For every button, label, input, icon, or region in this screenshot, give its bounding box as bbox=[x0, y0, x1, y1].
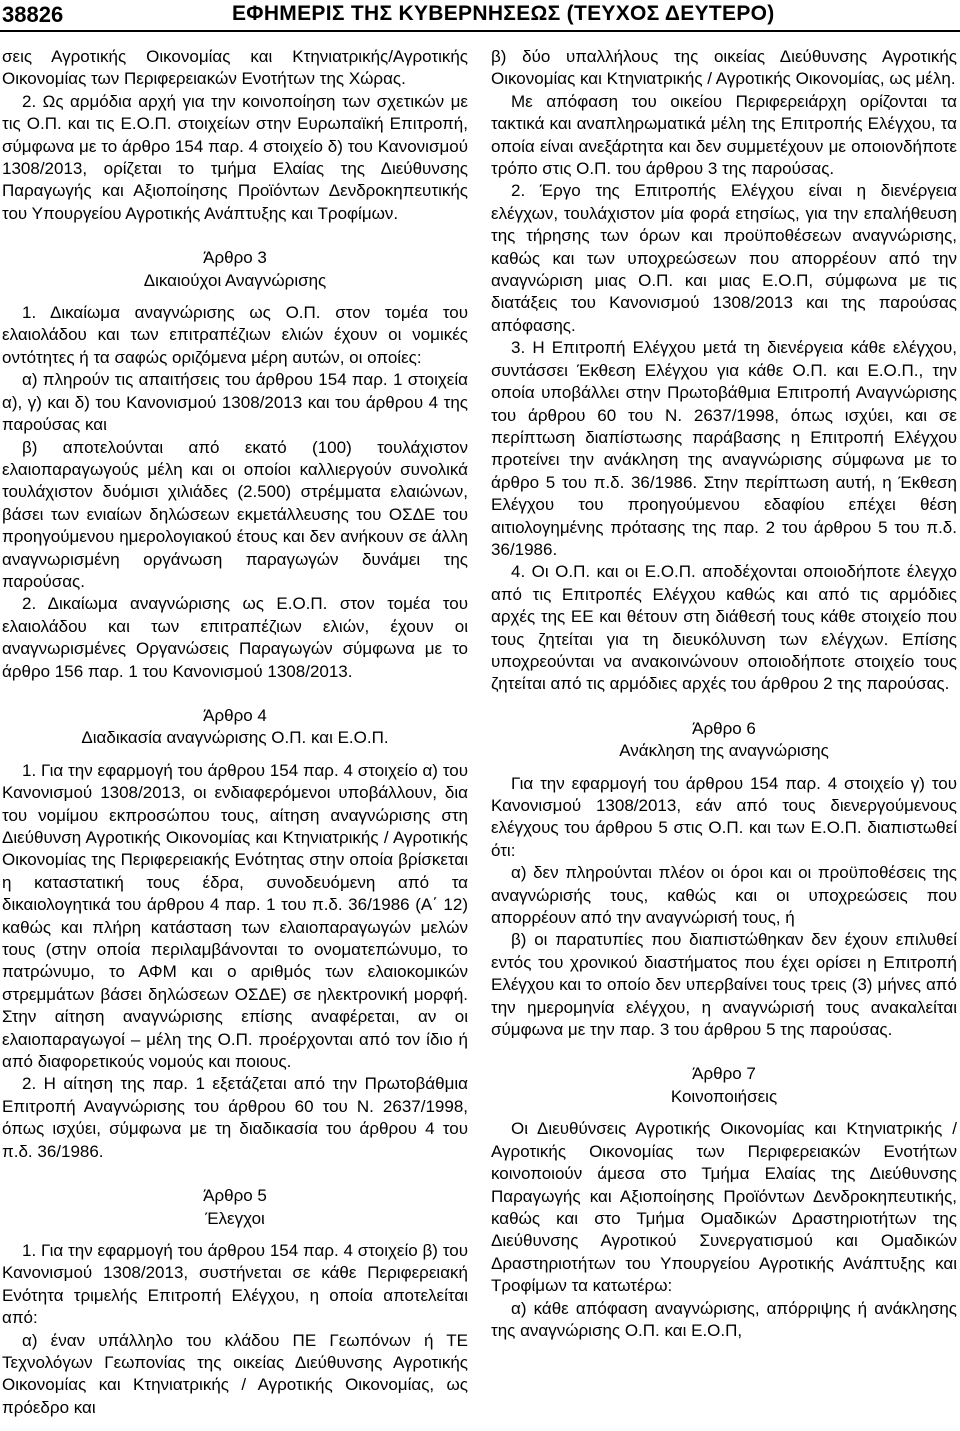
paragraph: 1. Για την εφαρμογή του άρθρου 154 παρ. 4 στοιχείο β) του Κανονισμού 1308/2013, συστήνεται σε κάθε Περιφερειακή Ενότητα τριμελής Επιτροπή Ελέγχου, η οποία αποτελείται από: bbox=[2, 1240, 468, 1328]
article-title: Άρθρο 7 bbox=[692, 1064, 756, 1084]
article-title: Άρθρο 4 bbox=[203, 705, 267, 725]
gazette-title: ΕΦΗΜΕΡΙΣ ΤΗΣ ΚΥΒΕΡΝΗΣΕΩΣ (ΤΕΥΧΟΣ ΔΕΥΤΕΡΟ) bbox=[232, 2, 775, 25]
paragraph: 2. Έργο της Επιτροπής Ελέγχου είναι η διενέργεια ελέγχων, τουλάχιστον μία φορά ετησίως, για την επαλήθευση της τήρησης των όρων και προϋποθέσεων αναγνώρισης, καθώς και των υποχρεώσεων που απορρέουν από την αναγνώριση μιας Ο.Π. και μιας Ε.Ο.Π, σύμφωνα με τις διατάξεις του Κανονισμού 1308/2013 και της παρούσας απόφασης. bbox=[491, 181, 957, 335]
paragraph: β) δύο υπαλλήλους της οικείας Διεύθυνσης Αγροτικής Οικονομίας και Κτηνιατρικής / Αγροτικής Οικονομίας, ως μέλη. bbox=[491, 47, 957, 89]
article-heading bbox=[2, 247, 468, 292]
paragraph: 3. Η Επιτροπή Ελέγχου μετά τη διενέργεια κάθε ελέγχου, συντάσσει Έκθεση Ελέγχου για κάθε Ο.Π. και Ε.Ο.Π., την οποία υποβάλλει στην Πρωτοβάθμια Επιτροπή Αναγνώρισης του άρθρου 60 του Ν. 2637/1998, όπως ισχύει, και σε περίπτωση διαπίστωσης παράβασης η Επιτροπή Ελέγχου προτείνει την ανάκληση της αναγνώρισης σύμφωνα με το άρθρο 5 του π.δ. 36/1986. Στην περίπτωση αυτή, η Έκθεση Ελέγχου του προηγούμενου εδαφίου επέχει θέση αιτιολογημένης πρότασης της παρ. 2 του άρθρου 5 του π.δ. 36/1986. bbox=[491, 338, 957, 559]
paragraph: Με απόφαση του οικείου Περιφερειάρχη ορίζονται τα τακτικά και αναπληρωματικά μέλη της Επιτροπής Ελέγχου, τα οποία είναι ανεξάρτητα και δεν συμμετέχουν με οποιονδήποτε τρόπο στις Ο.Π. του άρθρου 3 της παρούσας. bbox=[491, 91, 957, 179]
article-subtitle: Διαδικασία αναγνώρισης Ο.Π. και Ε.Ο.Π. bbox=[81, 728, 389, 748]
article-title: Άρθρο 5 bbox=[203, 1186, 267, 1206]
paragraph: α) κάθε απόφαση αναγνώρισης, απόρριψης ή ανάκλησης της αναγνώρισης Ο.Π. και Ε.Ο.Π, bbox=[491, 1298, 957, 1340]
article-subtitle: Κοινοποιήσεις bbox=[670, 1086, 778, 1106]
paragraph: 1. Δικαίωμα αναγνώρισης ως Ο.Π. στον τομέα του ελαιολάδου και των επιτραπέζιων ελιών έχουν οι νομικές οντότητες ή τα σαφώς οριζόμενα μέρη αυτών, οι οποίες: bbox=[2, 303, 468, 367]
article-subtitle: Έλεγχοι bbox=[205, 1208, 265, 1228]
article-title: Άρθρο 6 bbox=[692, 718, 756, 738]
paragraph: α) έναν υπάλληλο του κλάδου ΠΕ Γεωπόνων ή ΤΕ Τεχνολόγων Γεωπονίας της οικείας Διεύθυνσης Αγροτικής Οικονομίας και Κτηνιατρικής / Αγροτικής Οικονομίας, ως πρόεδρο και bbox=[2, 1330, 468, 1417]
paragraph: β) οι παρατυπίες που διαπιστώθηκαν δεν έχουν επιλυθεί εντός του χρονικού διαστήματος που έχει ορίσει η Επιτροπή Ελέγχου και το οποίο δεν υπερβαίνει τους τρεις (3) μήνες από την ημερομηνία ελέγχου, η αναγνώρισή τους ανακαλείται σύμφωνα με την παρ. 3 του άρθρου 5 της παρούσας. bbox=[491, 930, 957, 1040]
paragraph: 2. Η αίτηση της παρ. 1 εξετάζεται από την Πρωτοβάθμια Επιτροπή Αναγνώρισης του άρθρου 60 του Ν. 2637/1998, όπως ισχύει, σύμφωνα με τη διαδικασία του άρθρου 4 του π.δ. 36/1986. bbox=[2, 1074, 468, 1161]
paragraph: α) πληρούν τις απαιτήσεις του άρθρου 154 παρ. 1 στοιχεία α), γ) και δ) του Κανονισμού 1308/2013 και του άρθρου 4 της παρούσας και bbox=[2, 370, 468, 435]
article-subtitle: Ανάκληση της αναγνώρισης bbox=[619, 741, 829, 761]
article-title: Άρθρο 3 bbox=[203, 248, 267, 268]
paragraph: 1. Για την εφαρμογή του άρθρου 154 παρ. 4 στοιχείο α) του Κανονισμού 1308/2013, οι ενδιαφερόμενοι υποβάλλουν, δια του νομίμου εκπροσώπου τους, αίτηση αναγνώρισης στη Διεύθυνση Αγροτικής Οικονομίας και Κτηνιατρικής / Αγροτικής Οικονομίας της Περιφερειακής Ενότητας στην οποία βρίσκεται η καταστατική τους έδρα, συνοδευόμενη από τα δικαιολογητικά του άρθρου 4 παρ. 1 του π.δ. 36/1986 (Α΄ 12) καθώς και πλήρη κατάσταση των ελαιοπαραγωγών μελών τους (στην οποία περιλαμβάνονται το ονοματεπώνυμο, το πατρώνυμο, το ΑΦΜ και ο αριθμός των ελαιοκομικών στρεμμάτων βάσει δηλώσεων ΟΣΔΕ) σε ηλεκτρονική μορφή. Στην αίτηση αναγνώρισης επίσης αναφέρεται, αν οι ελαιοπαραγωγοί – μέλη της Ο.Π. προέρχονται από τον ίδιο ή από διαφορετικούς νομούς και ποιους. bbox=[2, 760, 468, 1072]
paragraph: β) αποτελούνται από εκατό (100) τουλάχιστον ελαιοπαραγωγούς μέλη και οι οποίοι καλλιεργούν συνολικά τουλάχιστον δυόμισι χιλιάδες (2.500) στρέμματα ελαιώνων, βάσει των ενιαίων δηλώσεων εκμετάλλευσης του ΟΣΔΕ του προηγούμενου ημερολογιακού έτους και δεν ανήκουν σε άλλη αναγνωρισμένη οργάνωση παραγωγών δυνάμει της παρούσας. bbox=[2, 437, 468, 591]
paragraph: 2. Δικαίωμα αναγνώρισης ως Ε.Ο.Π. στον τομέα του ελαιολάδου και των επιτραπέζιων ελιών, έχουν οι αναγνωρισμένες Οργανώσεις Παραγωγών σύμφωνα με το άρθρο 156 παρ. 1 του Κανονισμού 1308/2013. bbox=[2, 594, 468, 681]
article-heading bbox=[2, 705, 468, 750]
paragraph: 4. Οι Ο.Π. και οι Ε.Ο.Π. αποδέχονται οποιοδήποτε έλεγχο από τις Επιτροπές Ελέγχου καθώς και από τις αρμόδιες αρχές της ΕΕ και θέτουν στη διάθεσή τους κάθε στοιχείο που τους ζητείται για τη διευκόλυνση των ελέγχων. Επίσης υποχρεούνται να ανακοινώνουν οποιοδήποτε στοιχείο τους ζητείται από τις αρμόδιες αρχές του άρθρου 2 της παρούσας. bbox=[491, 562, 957, 694]
left-column bbox=[2, 46, 468, 1419]
right-column bbox=[491, 46, 957, 1342]
paragraph: Οι Διευθύνσεις Αγροτικής Οικονομίας και Κτηνιατρικής / Αγροτικής Οικονομίας των Περιφερειακών Ενοτήτων κοινοποιούν άμεσα στο Τμήμα Ελαίας της Διεύθυνσης Παραγωγής και Αξιοποίησης Προϊόντων Δενδροκηπευτικής, καθώς και στο Τμήμα Ομαδικών Δραστηριοτήτων της Διεύθυνσης Αγροτικού Συνεργατισμού και Ομαδικών Δραστηριοτήτων του Υπουργείου Αγροτικής Ανάπτυξης και Τροφίμων τα κατωτέρω: bbox=[491, 1119, 957, 1296]
paragraph: Για την εφαρμογή του άρθρου 154 παρ. 4 στοιχείο γ) του Κανονισμού 1308/2013, εάν από τους διενεργούμενους ελέγχους του άρθρου 5 στις Ο.Π. και των Ε.Ο.Π. διαπιστωθεί ότι: bbox=[491, 773, 957, 860]
article-heading bbox=[491, 1063, 957, 1108]
article-heading bbox=[2, 1185, 468, 1230]
article-heading bbox=[491, 718, 957, 763]
paragraph: 2. Ως αρμόδια αρχή για την κοινοποίηση των σχετικών με τις Ο.Π. και τις Ε.Ο.Π. στοιχείων στην Ευρωπαϊκή Επιτροπή, σύμφωνα με το άρθρο 154 παρ. 4 στοιχείο δ) του Κανονισμού 1308/2013, ορίζεται το τμήμα Ελαίας της Διεύθυνσης Παραγωγής και Αξιοποίησης Προϊόντων Δενδροκηπευτικής του Υπουργείου Αγροτικής Ανάπτυξης και Τροφίμων. bbox=[2, 91, 468, 223]
page-number: 38826 bbox=[2, 2, 64, 27]
paragraph: σεις Αγροτικής Οικονομίας και Κτηνιατρικής/Αγροτικής Οικονομίας των Περιφερειακών Ενοτήτων της Χώρας. bbox=[2, 47, 468, 89]
article-subtitle: Δικαιούχοι Αναγνώρισης bbox=[143, 270, 327, 290]
paragraph: α) δεν πληρούνται πλέον οι όροι και οι προϋποθέσεις της αναγνώρισής τους, καθώς και οι υποχρεώσεις που απορρέουν από την αναγνώρισή τους, ή bbox=[491, 863, 957, 928]
page-header bbox=[0, 0, 960, 32]
